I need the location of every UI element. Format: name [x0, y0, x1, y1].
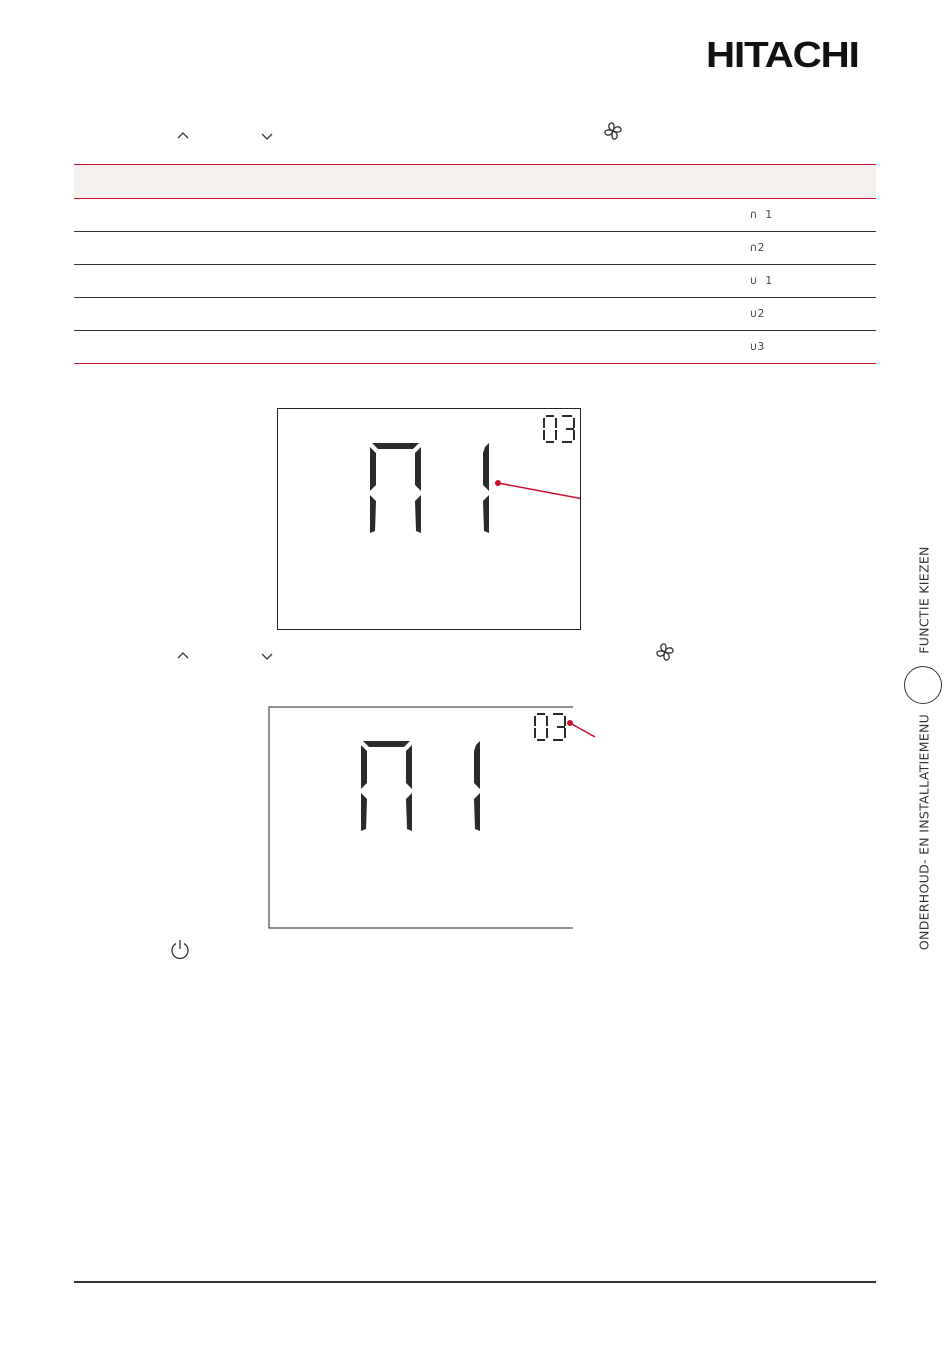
table-row [74, 265, 876, 298]
function-code: ∩ 1 [750, 208, 773, 221]
chevron-down-icon [260, 130, 274, 144]
function-code: ∪3 [750, 340, 766, 353]
side-manual-label: ONDERHOUD- EN INSTALLATIEMENU [916, 713, 932, 951]
table-row [74, 331, 876, 364]
function-code: ∪2 [750, 307, 766, 320]
lcd-segments-1 [278, 409, 580, 629]
table-row [74, 232, 876, 265]
hitachi-logo: HITACHI [706, 34, 859, 75]
chevron-down-icon [260, 650, 274, 664]
power-icon [169, 938, 191, 960]
fan-icon [603, 121, 623, 141]
function-table [74, 164, 876, 364]
lcd-main-digits [370, 443, 489, 533]
table-header [74, 164, 876, 199]
lcd-display-2 [269, 707, 573, 929]
table-row [74, 199, 876, 232]
table-row [74, 298, 876, 331]
lcd-main-digits [361, 741, 480, 831]
lcd-corner-digits [544, 416, 574, 442]
footer-divider [74, 1281, 876, 1283]
lcd-segments-2 [269, 707, 599, 929]
chevron-up-icon [176, 128, 190, 142]
lcd-corner-digits [535, 714, 565, 740]
lcd-display-1 [277, 408, 581, 630]
function-code: ∩2 [750, 241, 766, 254]
function-code: ∪ 1 [750, 274, 773, 287]
chapter-marker [904, 666, 942, 704]
chevron-up-icon [176, 648, 190, 662]
side-section-label: FUNCTIE KIEZEN [916, 546, 932, 654]
fan-icon [655, 642, 675, 662]
